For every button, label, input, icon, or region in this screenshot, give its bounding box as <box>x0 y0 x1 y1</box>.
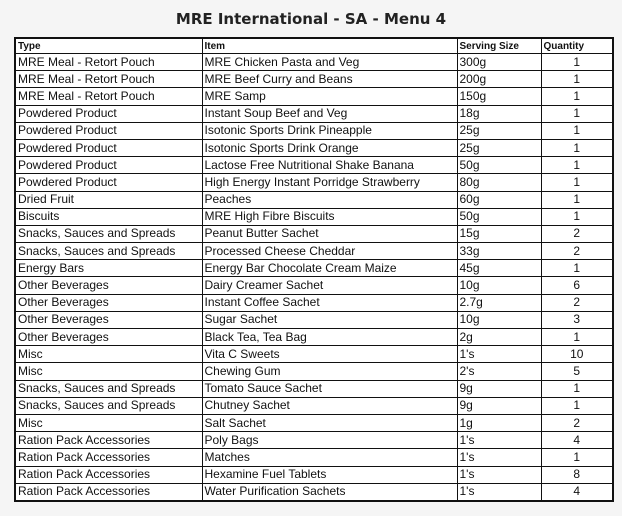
cell-quantity: 1 <box>541 329 613 346</box>
cell-serving-size: 200g <box>457 71 541 88</box>
cell-serving-size: 15g <box>457 225 541 242</box>
cell-type: Snacks, Sauces and Spreads <box>15 397 202 414</box>
cell-quantity: 2 <box>541 414 613 431</box>
cell-quantity: 2 <box>541 243 613 260</box>
cell-quantity: 1 <box>541 71 613 88</box>
cell-item: Peanut Butter Sachet <box>202 225 457 242</box>
cell-quantity: 1 <box>541 380 613 397</box>
cell-item: Water Purification Sachets <box>202 483 457 501</box>
cell-serving-size: 1's <box>457 346 541 363</box>
cell-item: Salt Sachet <box>202 414 457 431</box>
cell-type: Ration Pack Accessories <box>15 466 202 483</box>
cell-serving-size: 9g <box>457 397 541 414</box>
cell-serving-size: 50g <box>457 208 541 225</box>
cell-serving-size: 1's <box>457 432 541 449</box>
cell-quantity: 10 <box>541 346 613 363</box>
cell-type: Other Beverages <box>15 311 202 328</box>
cell-serving-size: 60g <box>457 191 541 208</box>
table-row <box>15 294 613 311</box>
cell-serving-size: 1's <box>457 466 541 483</box>
table-row <box>15 311 613 328</box>
cell-quantity: 1 <box>541 54 613 71</box>
cell-item: Matches <box>202 449 457 466</box>
cell-serving-size: 2.7g <box>457 294 541 311</box>
table-row <box>15 397 613 414</box>
cell-serving-size: 50g <box>457 157 541 174</box>
table-row <box>15 363 613 380</box>
page-title: MRE International - SA - Menu 4 <box>175 10 447 28</box>
column-header-item: Item <box>202 38 457 54</box>
table-row <box>15 174 613 191</box>
cell-quantity: 4 <box>541 483 613 501</box>
cell-quantity: 1 <box>541 449 613 466</box>
cell-item: Lactose Free Nutritional Shake Banana <box>202 157 457 174</box>
cell-quantity: 1 <box>541 260 613 277</box>
cell-serving-size: 45g <box>457 260 541 277</box>
cell-item: MRE Samp <box>202 88 457 105</box>
cell-type: Powdered Product <box>15 174 202 191</box>
column-header-type: Type <box>15 38 202 54</box>
cell-type: Powdered Product <box>15 105 202 122</box>
table-row <box>15 414 613 431</box>
cell-type: Other Beverages <box>15 294 202 311</box>
cell-item: Chutney Sachet <box>202 397 457 414</box>
cell-type: Energy Bars <box>15 260 202 277</box>
cell-serving-size: 33g <box>457 243 541 260</box>
cell-item: Black Tea, Tea Bag <box>202 329 457 346</box>
cell-quantity: 1 <box>541 174 613 191</box>
cell-item: Sugar Sachet <box>202 311 457 328</box>
table-row <box>15 225 613 242</box>
cell-type: Other Beverages <box>15 277 202 294</box>
cell-type: Snacks, Sauces and Spreads <box>15 225 202 242</box>
table-row <box>15 329 613 346</box>
cell-type: MRE Meal - Retort Pouch <box>15 71 202 88</box>
cell-serving-size: 300g <box>457 54 541 71</box>
cell-item: Isotonic Sports Drink Pineapple <box>202 122 457 139</box>
table-row <box>15 139 613 156</box>
cell-item: Energy Bar Chocolate Cream Maize <box>202 260 457 277</box>
cell-serving-size: 1g <box>457 414 541 431</box>
cell-type: Powdered Product <box>15 139 202 156</box>
cell-quantity: 2 <box>541 225 613 242</box>
cell-type: Powdered Product <box>15 122 202 139</box>
cell-quantity: 1 <box>541 157 613 174</box>
cell-type: Ration Pack Accessories <box>15 483 202 501</box>
cell-type: Powdered Product <box>15 157 202 174</box>
cell-serving-size: 25g <box>457 122 541 139</box>
cell-serving-size: 25g <box>457 139 541 156</box>
table-row <box>15 122 613 139</box>
cell-type: Ration Pack Accessories <box>15 432 202 449</box>
cell-type: Snacks, Sauces and Spreads <box>15 243 202 260</box>
cell-serving-size: 9g <box>457 380 541 397</box>
menu-table <box>14 37 614 502</box>
cell-type: Snacks, Sauces and Spreads <box>15 380 202 397</box>
cell-item: Instant Soup Beef and Veg <box>202 105 457 122</box>
cell-quantity: 2 <box>541 294 613 311</box>
table-row <box>15 483 613 501</box>
table-row <box>15 466 613 483</box>
cell-item: MRE Chicken Pasta and Veg <box>202 54 457 71</box>
cell-item: High Energy Instant Porridge Strawberry <box>202 174 457 191</box>
cell-item: MRE High Fibre Biscuits <box>202 208 457 225</box>
cell-serving-size: 18g <box>457 105 541 122</box>
cell-item: Tomato Sauce Sachet <box>202 380 457 397</box>
column-header-quantity: Quantity <box>541 38 613 54</box>
cell-item: Dairy Creamer Sachet <box>202 277 457 294</box>
table-row <box>15 346 613 363</box>
table-row <box>15 54 613 71</box>
table-row <box>15 260 613 277</box>
cell-quantity: 1 <box>541 88 613 105</box>
cell-item: Vita C Sweets <box>202 346 457 363</box>
table-row <box>15 449 613 466</box>
cell-quantity: 1 <box>541 122 613 139</box>
header-row <box>15 38 613 54</box>
cell-serving-size: 80g <box>457 174 541 191</box>
cell-item: Instant Coffee Sachet <box>202 294 457 311</box>
cell-serving-size: 150g <box>457 88 541 105</box>
cell-type: Biscuits <box>15 208 202 225</box>
cell-quantity: 1 <box>541 208 613 225</box>
cell-quantity: 1 <box>541 139 613 156</box>
cell-quantity: 4 <box>541 432 613 449</box>
table-row <box>15 157 613 174</box>
menu-table-body <box>15 54 613 501</box>
cell-item: Chewing Gum <box>202 363 457 380</box>
cell-serving-size: 1's <box>457 483 541 501</box>
cell-type: Misc <box>15 363 202 380</box>
table-row <box>15 277 613 294</box>
cell-quantity: 1 <box>541 105 613 122</box>
cell-item: Poly Bags <box>202 432 457 449</box>
cell-item: Processed Cheese Cheddar <box>202 243 457 260</box>
table-row <box>15 105 613 122</box>
cell-serving-size: 10g <box>457 277 541 294</box>
table-row <box>15 208 613 225</box>
table-row <box>15 432 613 449</box>
cell-type: Misc <box>15 414 202 431</box>
cell-type: MRE Meal - Retort Pouch <box>15 88 202 105</box>
table-row <box>15 71 613 88</box>
cell-item: Peaches <box>202 191 457 208</box>
cell-quantity: 3 <box>541 311 613 328</box>
cell-type: Dried Fruit <box>15 191 202 208</box>
cell-serving-size: 10g <box>457 311 541 328</box>
cell-quantity: 1 <box>541 397 613 414</box>
cell-item: MRE Beef Curry and Beans <box>202 71 457 88</box>
cell-type: Other Beverages <box>15 329 202 346</box>
cell-quantity: 6 <box>541 277 613 294</box>
cell-quantity: 8 <box>541 466 613 483</box>
cell-type: Misc <box>15 346 202 363</box>
table-row <box>15 243 613 260</box>
table-row <box>15 191 613 208</box>
cell-quantity: 1 <box>541 191 613 208</box>
cell-type: MRE Meal - Retort Pouch <box>15 54 202 71</box>
column-header-serving-size: Serving Size <box>457 38 541 54</box>
table-row <box>15 88 613 105</box>
cell-type: Ration Pack Accessories <box>15 449 202 466</box>
cell-item: Isotonic Sports Drink Orange <box>202 139 457 156</box>
cell-serving-size: 1's <box>457 449 541 466</box>
cell-quantity: 5 <box>541 363 613 380</box>
cell-item: Hexamine Fuel Tablets <box>202 466 457 483</box>
cell-serving-size: 2's <box>457 363 541 380</box>
cell-serving-size: 2g <box>457 329 541 346</box>
table-row <box>15 380 613 397</box>
